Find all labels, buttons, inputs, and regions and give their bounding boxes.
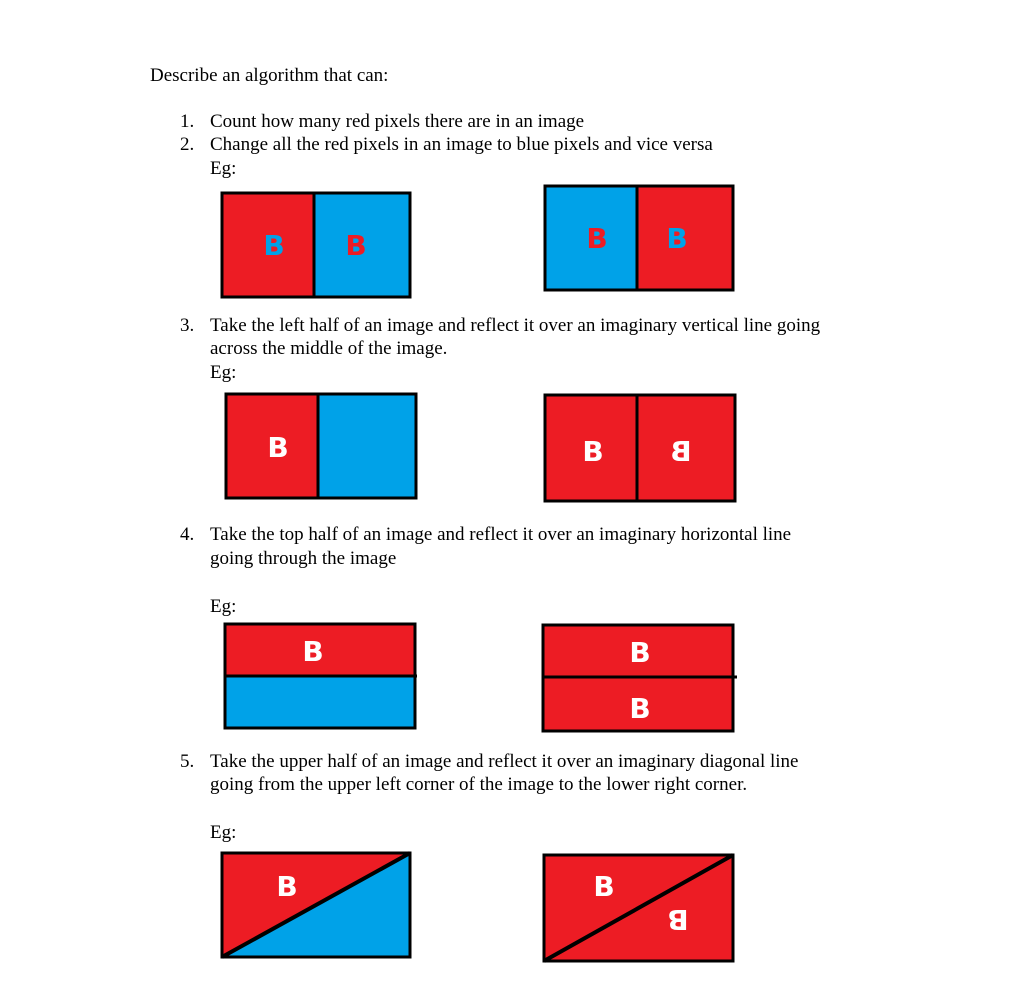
item-4-text-line1: Take the top half of an image and reflect it over an imaginary horizontal line	[210, 524, 792, 545]
horizontal-reflect-before-letter: B	[302, 635, 324, 668]
item-2-number: 2.	[180, 134, 195, 155]
vertical-reflect-before-image	[224, 392, 420, 502]
diagonal-reflect-after-rotated-letter: B	[667, 903, 689, 936]
item-4-text-line2: going through the image	[210, 548, 397, 569]
item-1-text: Count how many red pixels there are in an image	[210, 111, 585, 132]
item-1-number: 1.	[180, 111, 195, 132]
item-4-number: 4.	[180, 524, 195, 545]
horizontal-reflect-before-image	[223, 622, 419, 732]
diagonal-reflect-before-letter: B	[276, 870, 298, 903]
color-swap-after-image	[543, 184, 737, 294]
vertical-reflect-before-letter: B	[267, 431, 289, 464]
item-5-text-line1: Take the upper half of an image and reflect it over an imaginary diagonal line	[210, 751, 799, 772]
color-swap-after-left-letter: B	[586, 222, 608, 255]
item-5-eg-label: Eg:	[210, 822, 237, 843]
horizontal-reflect-after-top-letter: B	[629, 636, 651, 669]
item-5-number: 5.	[180, 751, 195, 772]
vertical-reflect-after-left-letter: B	[582, 435, 604, 468]
horizontal-reflect-after-image	[541, 623, 739, 735]
horizontal-reflect-before-bottom-panel	[225, 676, 415, 728]
item-3-text-line1: Take the left half of an image and reflect it over an imaginary vertical line going	[210, 315, 821, 336]
color-swap-before-left-letter: B	[263, 229, 285, 262]
diagonal-reflect-before-image	[219, 850, 415, 960]
horizontal-reflect-after-bottom-letter: B	[629, 692, 651, 725]
color-swap-before-image	[220, 191, 414, 301]
color-swap-after-right-letter: B	[666, 222, 688, 255]
vertical-reflect-before-right-panel	[318, 394, 416, 498]
vertical-reflect-after-mirrored-letter: B	[670, 435, 692, 468]
intro-text: Describe an algorithm that can:	[150, 65, 389, 86]
item-3-text-line2: across the middle of the image.	[210, 338, 448, 359]
item-3-eg-label: Eg:	[210, 362, 237, 383]
diagonal-reflect-after-upper-letter: B	[593, 870, 615, 903]
item-4-eg-label: Eg:	[210, 596, 237, 617]
item-3-number: 3.	[180, 315, 195, 336]
item-2-text: Change all the red pixels in an image to blue pixels and vice versa	[210, 134, 713, 155]
diagonal-reflect-after-image	[541, 852, 737, 964]
vertical-reflect-after-image	[543, 393, 739, 505]
color-swap-before-right-letter: B	[345, 229, 367, 262]
item-2-eg-label: Eg:	[210, 158, 237, 179]
item-5-text-line2: going from the upper left corner of the image to the lower right corner.	[210, 774, 748, 795]
